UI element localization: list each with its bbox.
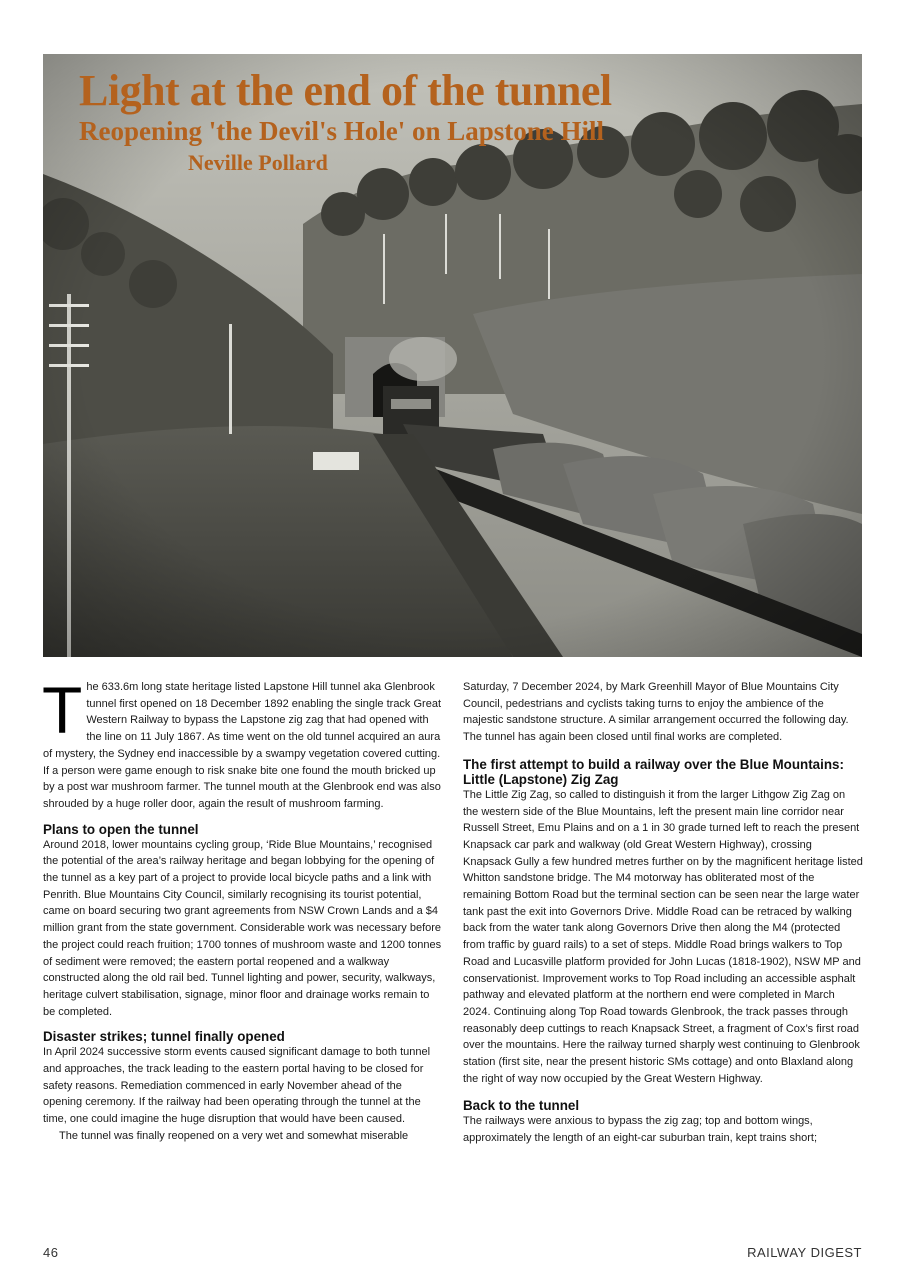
title-block	[79, 66, 612, 180]
hero-photo	[43, 54, 862, 657]
section-heading: Back to the tunnel	[463, 1098, 580, 1114]
body-paragraph: The tunnel was finally reopened on a very wet and somewhat miserable	[59, 1129, 409, 1142]
intro-paragraph: The 633.6m long state heritage listed Lapstone Hill tunnel aka Glenbrook tunnel first opened on 18 December 1892 enabling the single track Great Western Railway to bypass the Lapstone zig zag that had opened with the line on 11 July 1867. As time went on the old tunnel acquired an aura of mystery, the Sydney end inaccessible by a swampy vegetation covered cutting. If a person were game enough to risk snake bite one found the mouth bricked up by a post war mushroom farmer. The tunnel mouth at the Glenbrook end was also shrouded by a huge roller door, again the result of mushroom farming.	[42, 673, 441, 810]
article-subtitle: Reopening 'the Devil's Hole' on Lapstone Hill	[79, 116, 605, 146]
article-author: Neville Pollard	[188, 150, 328, 175]
body-paragraph: Saturday, 7 December 2024, by Mark Greenhill Mayor of Blue Mountains City Council, pedestrians and cyclists taking turns to enjoy the ambience of the majestic sandstone structure. A similar arrangement occurred the following day. The tunnel has again been closed until final works are completed.	[463, 681, 849, 744]
section-heading: Plans to open the tunnel	[43, 821, 199, 837]
body-paragraph: The railways were anxious to bypass the zig zag; top and bottom wings, approximately the length of an eight-car suburban train, kept trains short;	[463, 1115, 818, 1145]
right-column	[463, 679, 863, 1147]
magazine-name: RAILWAY DIGEST	[747, 1245, 862, 1260]
left-column	[42, 673, 443, 1145]
body-paragraph: Around 2018, lower mountains cycling group, ‘Ride Blue Mountains,’ recognised the potential of the area’s railway heritage and began lobbying for the opening of the tunnel as a key part of a project to provide local bicycle paths and a link with Penrith. Blue Mountains City Council, similarly recognising its tourist potential, came on board securing two grant agreements from NSW Crown Lands and a $4 million grant from the state government. Considerable work was necessary before the project could reach fruition; 1700 tonnes of mushroom waste and 1200 tonnes of sediment were removed; the eastern portal reopened and a walkway constructed along the old rail bed. Tunnel lighting and power, security, walkways, heritage culvert stabilisation, signage, minor floor and drainage works remain to be completed.	[43, 838, 442, 1018]
page-number: 46	[43, 1245, 59, 1260]
section-heading: The first attempt to build a railway over the Blue Mountains: Little (Lapstone) Zig Zag	[463, 756, 844, 787]
body-paragraph: In April 2024 successive storm events caused significant damage to both tunnel and approaches, the track leading to the eastern portal having to be closed for safety reasons. Remediation commenced in early November ahead of the opening ceremony. If the railway had been operating through the tunnel at the time, one could imagine the huge disruption that would have been caused.	[43, 1046, 431, 1126]
section-heading: Disaster strikes; tunnel finally opened	[43, 1029, 285, 1045]
article-title: Light at the end of the tunnel	[79, 66, 612, 115]
body-paragraph: The Little Zig Zag, so called to distinguish it from the larger Lithgow Zig Zag on the western side of the Blue Mountains, left the present main line corridor near Russell Street, Emu Plains and on a 1 in 30 grade turned left to reach the present Knapsack car park and walkway (old Great Western Highway), crossing Knapsack Gully a few hundred metres further on by the magnificent heritage listed Whitton sandstone bridge. The M4 motorway has obliterated most of the remaining Bottom Road but the terminal section can be seen near the large water tank past the exit into Governors Drive. Middle Road can be retraced by walking back from the water tank along Governors Drive then along the M4 (protected from traffic by guard rails) to a set of steps. Middle Road brings walkers to Top Road and Lucasville platform provided for John Lucas (1818-1902), NSW MP and conservationist. Improvement works to Top Road including an accessible asphalt pathway and elevated platform at the northern end were completed in March 2024. Continuing along Top Road towards Glenbrook, the track passes through reasonably deep cuttings to reach Knapsack Street, a fragment of Cox’s first road over the mountains. Here the railway turned sharply west continuing to Glenbrook station (first site, near the present historic SMs cottage) and onto Blaxland along the right of way now occupied by the Great Western Highway.	[463, 788, 863, 1085]
drop-cap: T	[42, 673, 83, 747]
